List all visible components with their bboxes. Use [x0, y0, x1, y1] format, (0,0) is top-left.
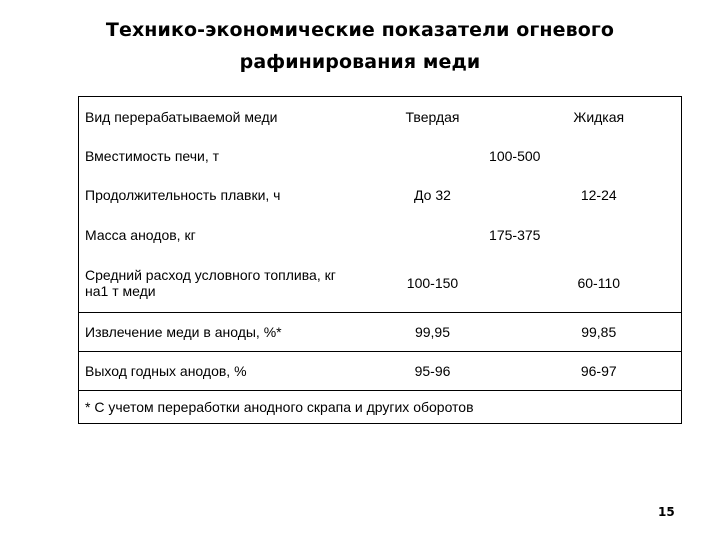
row-merged-value: 100-500 — [349, 137, 682, 175]
row-liquid-value: 96-97 — [517, 352, 682, 391]
row-liquid-value: 60-110 — [517, 254, 682, 313]
row-label: Продолжительность плавки, ч — [79, 175, 349, 215]
row-label: Средний расход условного топлива, кг на1 т меди — [79, 254, 349, 313]
page-number: 15 — [658, 505, 675, 519]
row-label: Извлечение меди в аноды, %* — [79, 313, 349, 352]
table-row — [79, 215, 682, 254]
row-solid-value: 95-96 — [349, 352, 517, 391]
header-liquid: Жидкая — [517, 97, 682, 138]
row-liquid-value: 99,85 — [517, 313, 682, 352]
slide-title-line-2: рафинирования меди — [239, 51, 481, 73]
header-label: Вид перерабатываемой меди — [79, 97, 349, 138]
table-row — [79, 137, 682, 175]
row-merged-value: 175-375 — [349, 215, 682, 254]
slide-title-line-1: Технико-экономические показатели огневого — [105, 19, 615, 41]
row-label: Выход годных анодов, % — [79, 352, 349, 391]
table-header-row — [79, 97, 682, 138]
row-label: Масса анодов, кг — [79, 215, 349, 254]
row-solid-value: 99,95 — [349, 313, 517, 352]
table-footnote: * С учетом переработки анодного скрапа и других оборотов — [79, 391, 682, 424]
table-row — [79, 352, 682, 391]
row-label: Вместимость печи, т — [79, 137, 349, 175]
table-footnote-row — [79, 391, 682, 424]
row-solid-value: 100-150 — [406, 275, 459, 291]
metrics-table — [78, 96, 682, 424]
table-row — [79, 175, 682, 215]
row-liquid-value: 12-24 — [517, 175, 682, 215]
slide-title — [60, 14, 660, 78]
header-solid: Твердая — [349, 97, 517, 138]
table-row — [79, 313, 682, 352]
table-row — [79, 254, 682, 313]
row-solid-value: До 32 — [414, 187, 451, 203]
